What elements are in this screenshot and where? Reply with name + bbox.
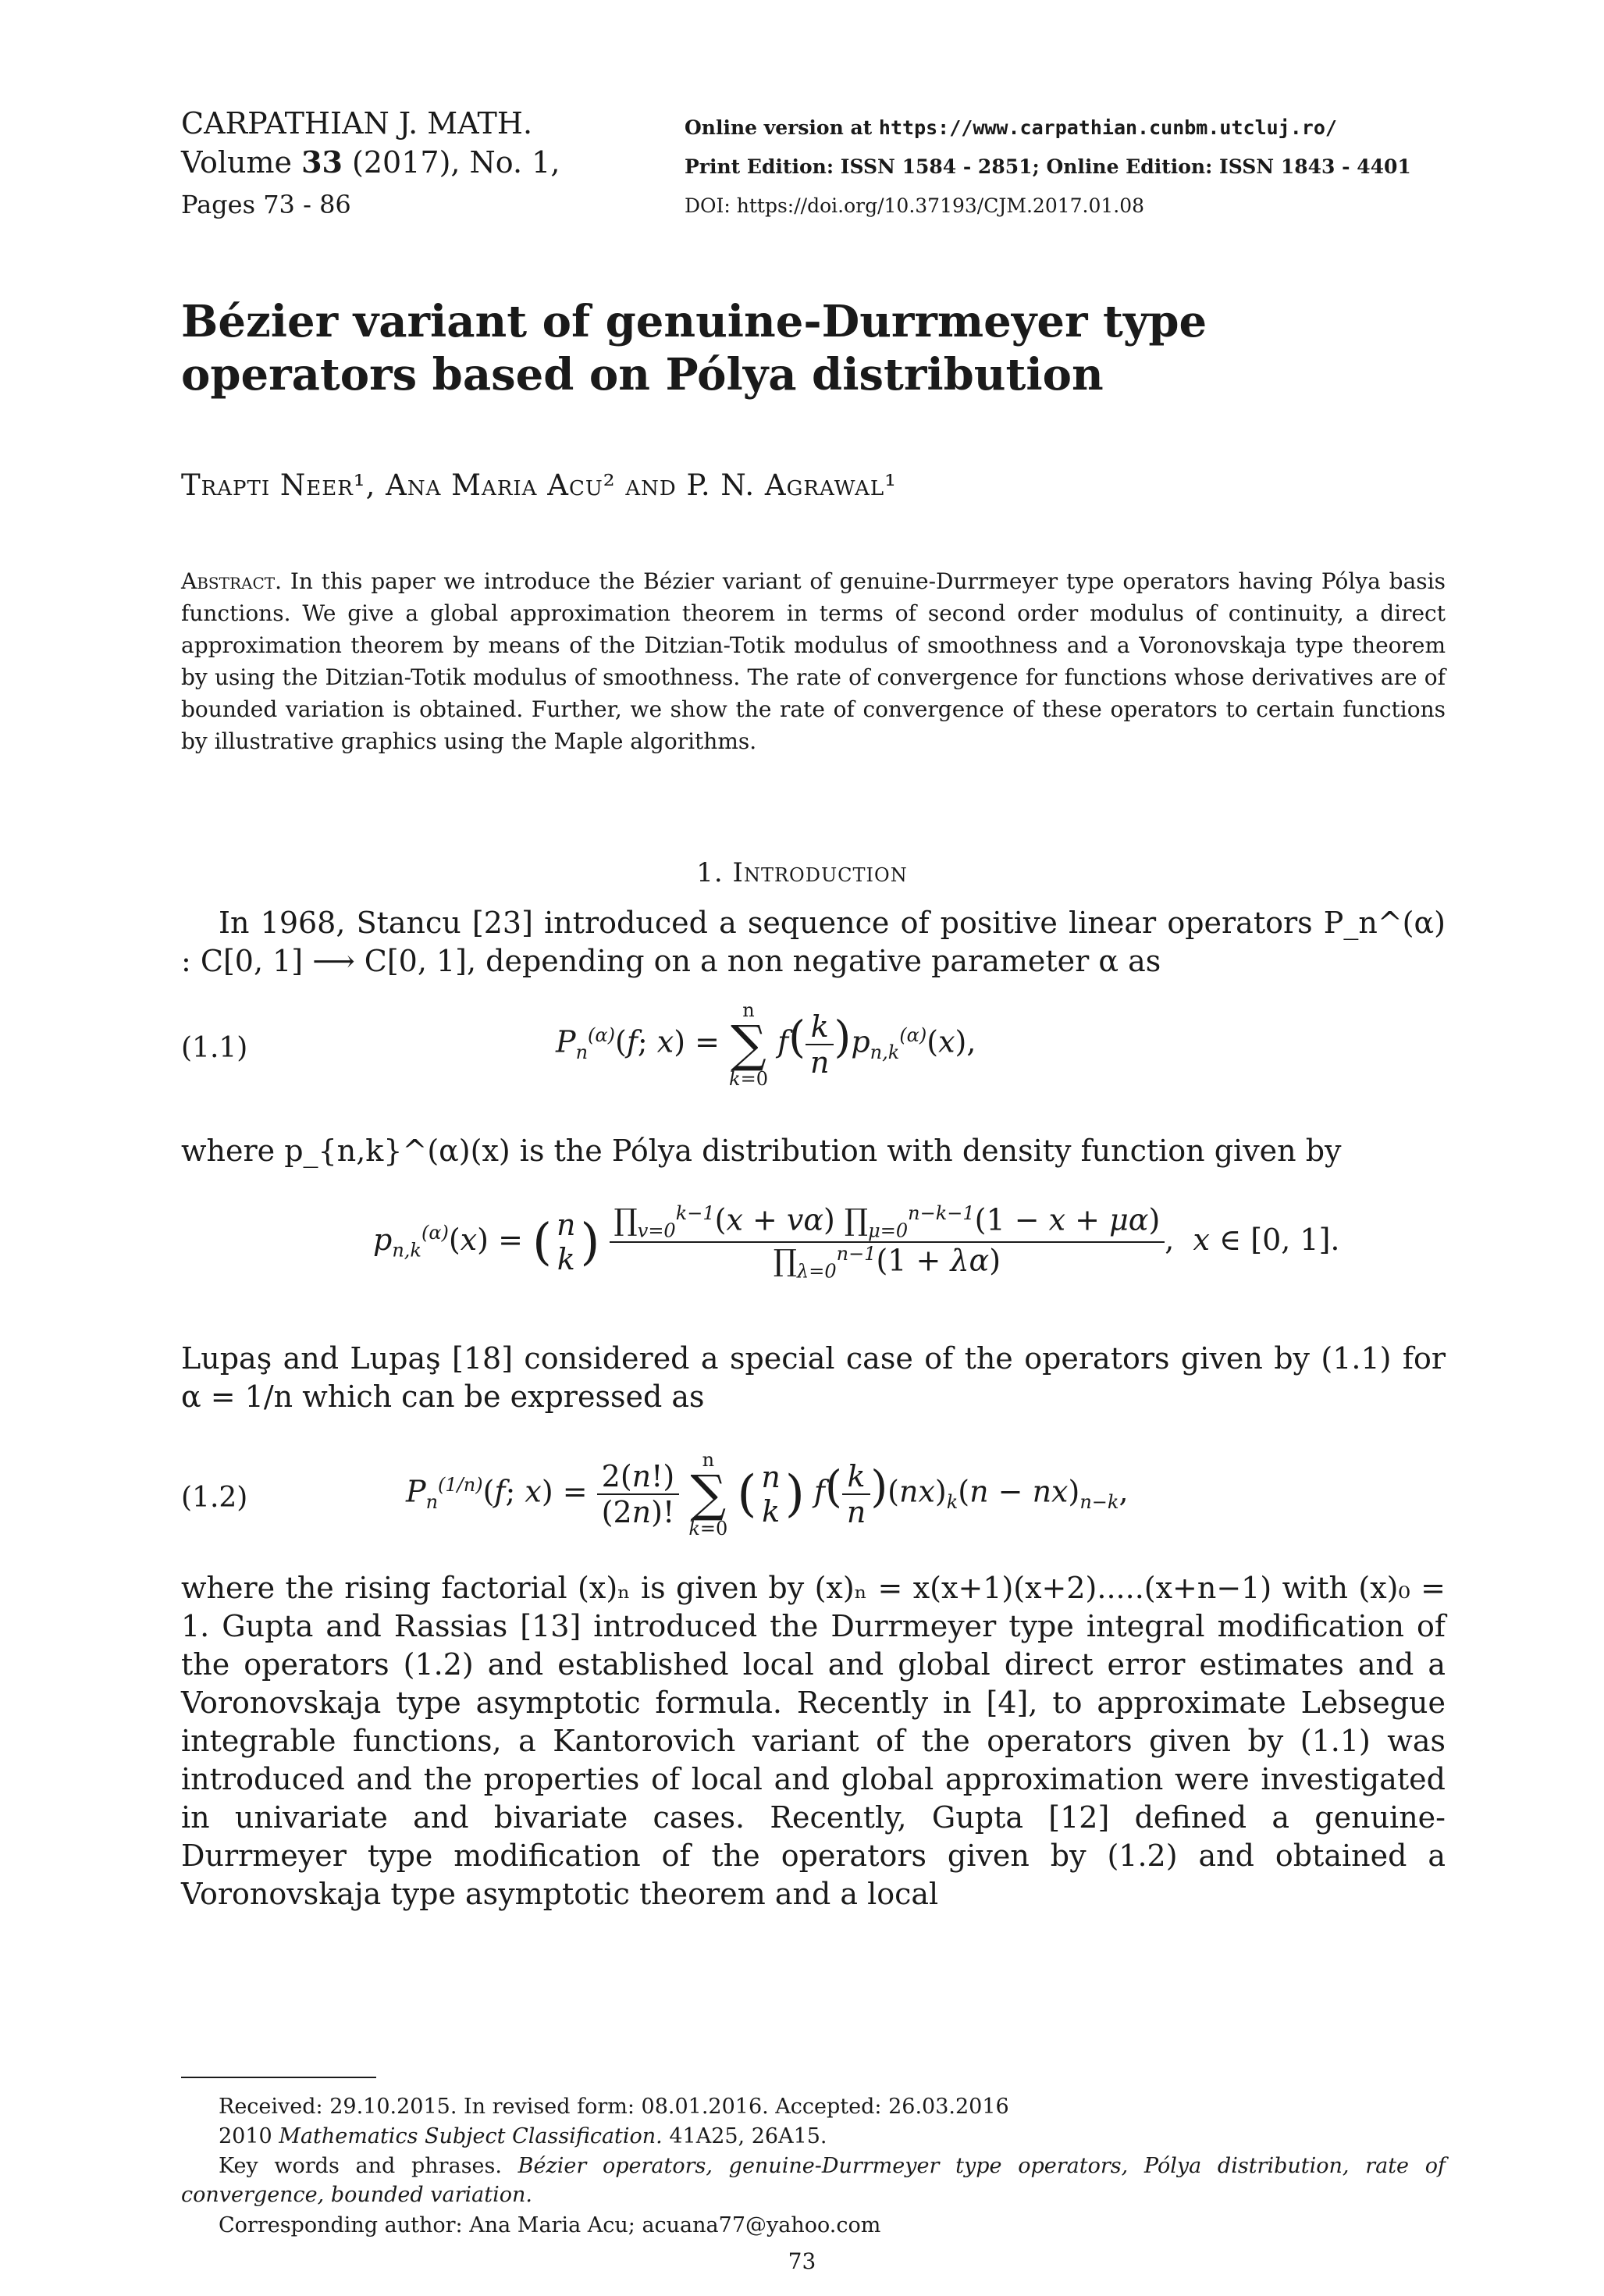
issn-line: Print Edition: ISSN 1584 - 2851; Online Edition: ISSN 1843 - 4401 (685, 155, 1411, 178)
paper-title: Bézier variant of genuine-Durrmeyer type operators based on Pólya distribution (181, 296, 1207, 400)
section-heading: 1. Introduction (696, 857, 908, 888)
footnote-rule (181, 2077, 376, 2078)
online-version (685, 109, 1337, 147)
equation-1-1: $P_n^{(\alpha)}(f$; x) = n ∑ k=0 f( $\frac{k}{n}$ )$p_{n,k}^{(\alpha)}(x)$, (556, 999, 976, 1090)
journal-name: CARPATHIAN J. MATH. (181, 106, 533, 141)
page-number: 73 (788, 2248, 816, 2274)
online-prefix: Online version at (685, 116, 879, 139)
polya-density-equation: $p_{n,k}^{(\alpha)}(x)$ = ( n k ) $\frac{\prod_{v=0}^{k-1}(x + v\alpha) \prod_{\mu=0}^{n-k-1}(1 - x + \mu\alpha)}{\prod_{\lambda=0}^{n-1}(1 + \lambda\alpha)}$ , x ∈ [0, 1]. (373, 1202, 1340, 1283)
equation-number-1-2: (1.2) (181, 1482, 248, 1514)
authors-line: Trapti Neer¹, Ana Maria Acu² and P. N. Agrawal¹ (181, 468, 898, 502)
keywords-label: Key words and phrases. (219, 2154, 502, 2178)
footnote-corresponding: Corresponding author: Ana Maria Acu; acuana77@yahoo.com (219, 2213, 881, 2237)
intro-paragraph-1: In 1968, Stancu [23] introduced a sequence of positive linear operators P_n^(α) : C[0, 1] ⟶ C[0, 1], depending on a non negative parameter α as (181, 906, 1446, 978)
footnote-received: Received: 29.10.2015. In revised form: 08.01.2016. Accepted: 26.03.2016 (219, 2095, 1009, 2119)
volume-number: 33 (301, 144, 343, 180)
intro-paragraph-3: Lupaş and Lupaş [18] considered a special case of the operators given by (1.1) for α = 1/n which can be expressed as (181, 1341, 1446, 1414)
msc-prefix: 2010 (219, 2124, 279, 2148)
footnote-msc (181, 2122, 1446, 2151)
volume-suffix: (2017), No. 1, (342, 145, 560, 180)
keywords-text: Bézier operators, genuine-Durrmeyer type operators, Pólya distribution, rate of convergence, bounded variation. (181, 2154, 1446, 2207)
abstract-label: Abstract. (181, 568, 283, 594)
equation-1-2: $P_n^{(1/n)}(f$; x) = $\frac{2(n!)}{(2n)!}$ n ∑ k=0 ( n k ) f( $\frac{k}{n}$ )$(nx)_k(n - nx)_{n-k}$, (406, 1449, 1129, 1540)
msc-label: Mathematics Subject Classification. (279, 2124, 663, 2148)
doi-line[interactable]: DOI: https://doi.org/10.37193/CJM.2017.01.08 (685, 194, 1145, 217)
online-url[interactable]: https://www.carpathian.cunbm.utcluj.ro/ (878, 116, 1337, 139)
equation-number-1-1: (1.1) (181, 1032, 248, 1064)
volume-line (181, 144, 560, 181)
footnote-keywords (181, 2152, 1446, 2209)
intro-paragraph-2: where p_{n,k}^(α)(x) is the Pólya distribution with density function given by (181, 1134, 1342, 1168)
pages-range: Pages 73 - 86 (181, 190, 351, 219)
volume-prefix: Volume (181, 145, 302, 180)
intro-paragraph-4: where the rising factorial (x)ₙ is given by (x)ₙ = x(x+1)(x+2).....(x+n−1) with (x)₀ = 1. Gupta and Rassias [13] introduced the Durrmeyer type integral modification of the operators (1.2) and established local and global direct error estimates and a Voronovskaja type asymptotic formula. Recently in [4], to approximate Lebsegue integrable functions, a Kantorovich variant of the operators given by (1.1) was introduced and the properties of local and global approximation were investigated in univariate and bivariate cases. Recently, Gupta [12] defined a genuine-Durrmeyer type modification of the operators given by (1.2) and obtained a Voronovskaja type asymptotic theorem and a local (181, 1571, 1446, 1911)
abstract-text: In this paper we introduce the Bézier variant of genuine-Durrmeyer type operators having Pólya basis functions. We give a global approximation theorem in terms of second order modulus of continuity, a direct approximation theorem by means of the Ditzian-Totik modulus of smoothness and a Voronovskaja type theorem by using the Ditzian-Totik modulus of smoothness. The rate of convergence for functions whose derivatives are of bounded variation is obtained. Further, we show the rate of convergence of these operators to certain functions by illustrative graphics using the Maple algorithms. (181, 568, 1446, 754)
msc-codes: 41A25, 26A15. (662, 2124, 827, 2148)
abstract (181, 565, 1446, 757)
